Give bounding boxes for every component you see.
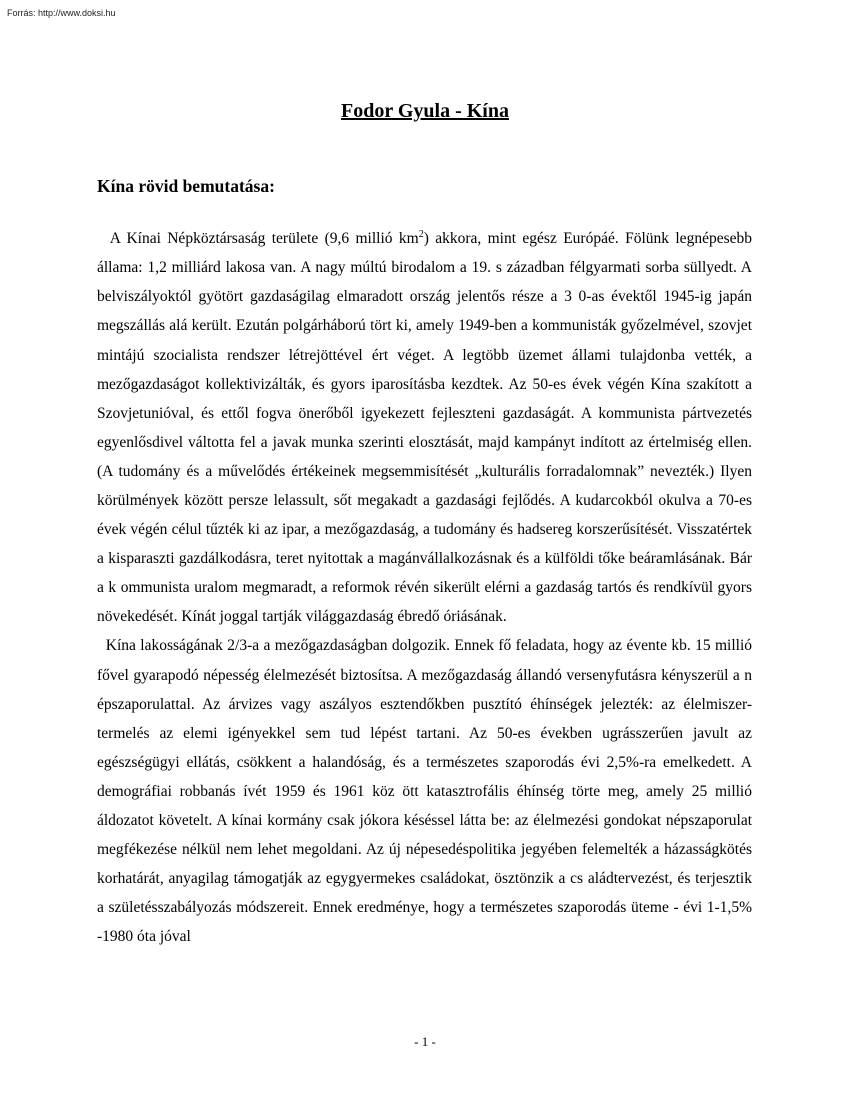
superscript: 2: [418, 229, 424, 240]
page-title: Fodor Gyula - Kína: [341, 100, 509, 122]
paragraph-1-start: A Kínai Népköztársaság területe (9,6 millió km: [97, 230, 419, 248]
source-line: Forrás: http://www.doksi.hu: [7, 8, 116, 18]
body-text: [97, 220, 756, 952]
section-heading: Kína rövid bemutatása:: [97, 176, 275, 196]
page-number: - 1 -: [414, 1034, 436, 1049]
paragraph-1-rest: ) akkora, mint egész Európáé. Fölünk legnépesebb állama: 1,2 milliárd lakosa van. A nagy múltú birodalom a 19. s zázadban félgyarmati sorba süllyedt. A belviszályoktól gyötört gazdaságilag elmaradott ország jelentős része a 3 0-as évektől 1945-ig japán megszállás alá került. Ezután polgárháború tört ki, amely 1949-ben a kommunisták győzelmével, szovjet mintájú szocialista rendszer létrejöttével ért véget. A legtöbb üzemet állami tulajdonba vették, a mezőgazdaságot kollektivizálták, és gyors iparosításba kezdtek. Az 50-es évek végén Kína szakított a Szovjetunióval, és ettől fogva önerőből igyekezett fejleszteni gazdaságát. A kommunista pártvezetés egyenlősdivel váltotta fel a javak munka szerinti elosztását, majd kampányt indított az értelmiség ellen. (A tudomány és a művelődés értékeinek megsemmisítését „kulturális forradalomnak” nevezték.) Ilyen körülmények között persze lelassult, sőt megakadt a gazdasági fejlődés. A kudarcokból okulva a 70-es évek végén célul tűzték ki az ipar, a mezőgazdaság, a tudomány és hadsereg korszerűsítését. Visszatértek a kisparaszti gazdálkodásra, teret nyitottak a magánvállalkozásnak és a külföldi tőke beáramlásának. Bár a k ommunista uralom megmaradt, a reformok révén sikerült elérni a gazdaság tartós és rendkívül gyors növekedését. Kínát joggal tartják világgazdaság ébredő óriásának.: [97, 230, 756, 626]
paragraph-2: Kína lakosságának 2/3-a a mezőgazdaságban dolgozik. Ennek fő feladata, hogy az évente kb. 15 millió fővel gyarapodó népesség élelmezését biztosítsa. A mezőgazdaság állandó versenyfutásra kényszerül a n épszaporulattal. Az árvizes vagy aszályos esztendőkben pusztító éhínségek jelezték: az élelmiszer-termelés az elemi igényekkel sem tud lépést tartani. Az 50-es években ugrásszerűen javult az egészségügyi ellátás, csökkent a halandóság, és a természetes szaporodás évi 2,5%-ra emelkedett. A demográfiai robbanás ívét 1959 és 1961 köz ött katasztrofális éhínség törte meg, amely 25 millió áldozatot követelt. A kínai kormány csak jókora késéssel látta be: az élelmezési gondokat népszaporulat megfékezése nélkül nem lehet megoldani. Az új népesedéspolitika jegyében felemelték a házasságkötés korhatárát, anyagilag támogatják az egygyermekes családokat, ösztönzik a cs aládtervezést, és terjesztik a születésszabályozás módszereit. Ennek eredménye, hogy a természetes szaporodás üteme - évi 1-1,5% -1980 óta jóval: [97, 637, 756, 946]
paragraph-1: [97, 220, 756, 631]
